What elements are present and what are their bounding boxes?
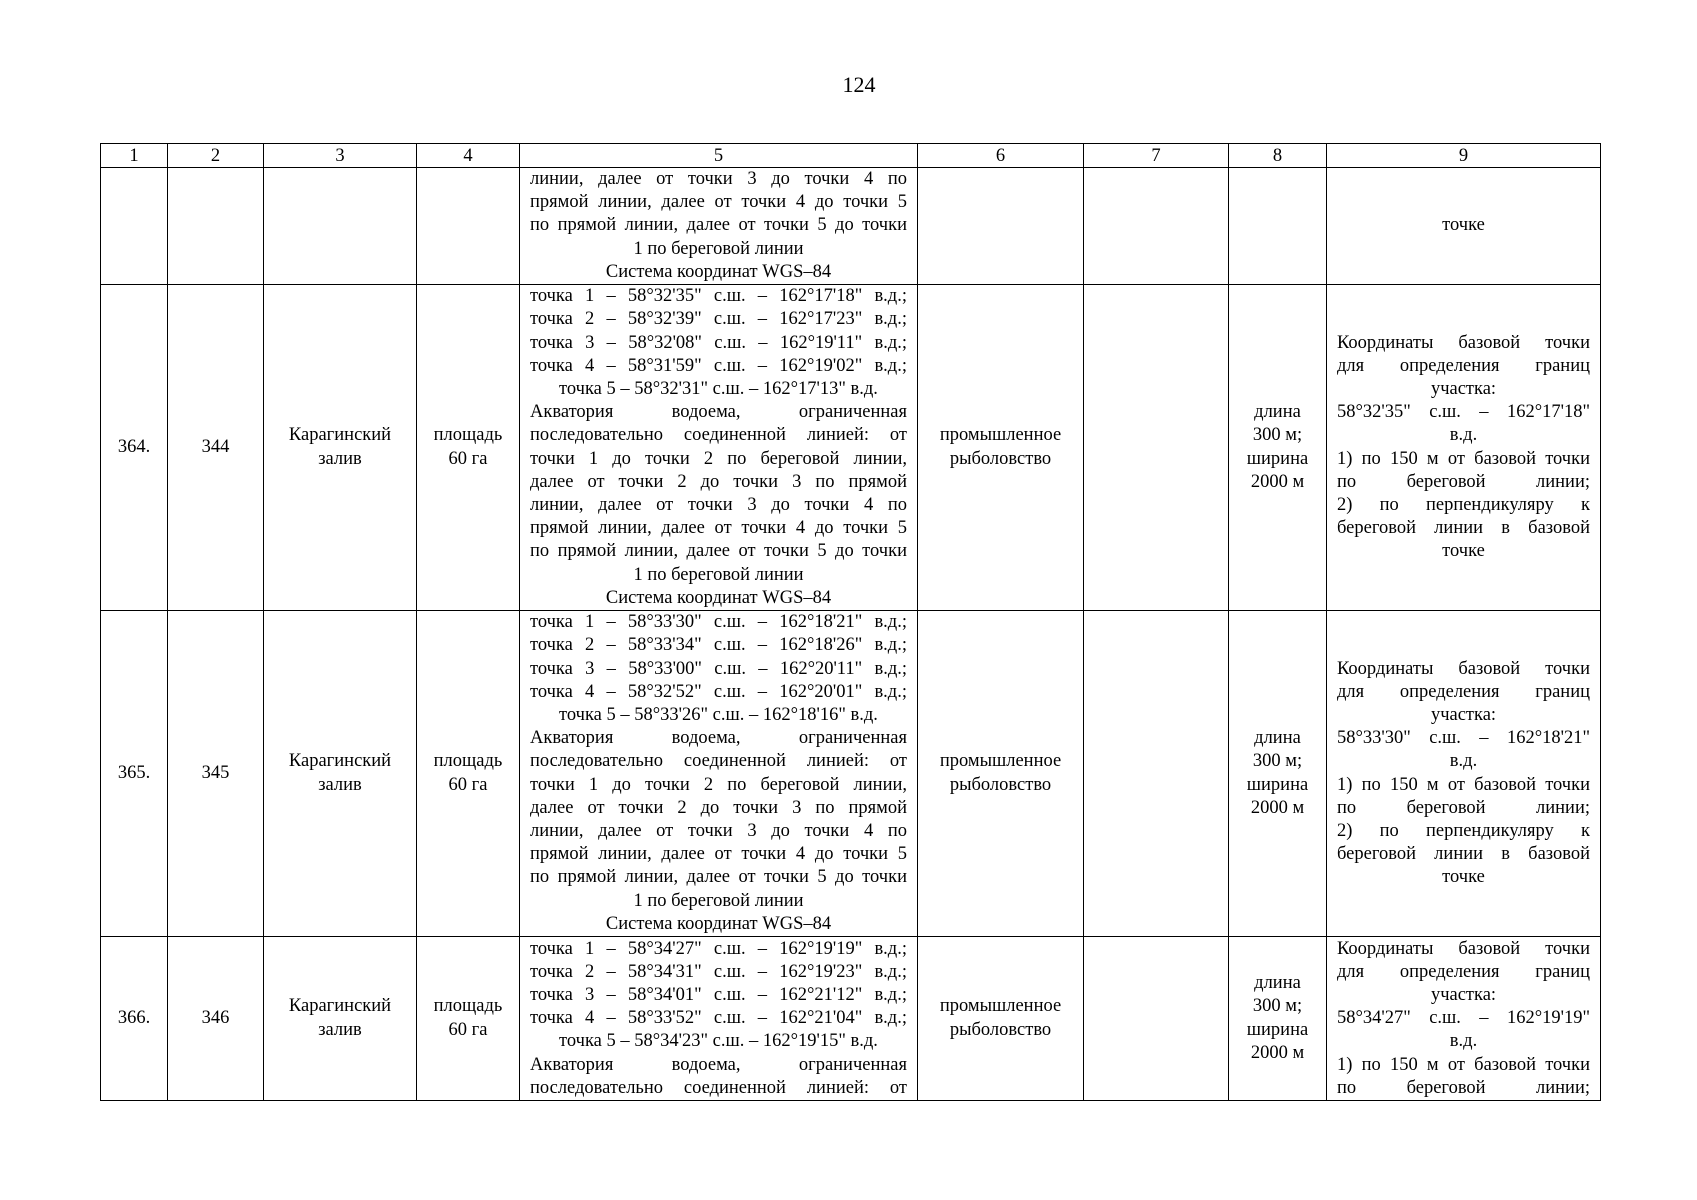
cell-description (520, 937, 918, 1101)
cell-base-point (1327, 285, 1601, 611)
cell-empty (417, 168, 520, 285)
table-row (101, 937, 1601, 1101)
cell-base-point (1327, 168, 1601, 285)
text-line: для определения границ (1337, 961, 1590, 982)
text-line: прямой линии, далее от точки 4 до точки 5 (530, 844, 907, 865)
text-line: береговой линии в базовой (1337, 518, 1590, 539)
cell-empty (1084, 285, 1229, 611)
text-line: точка 5 – 58°33'26" с.ш. – 162°18'16" в.д. (559, 704, 878, 725)
text-line: Акватория водоема, ограниченная (530, 402, 907, 423)
cell-empty (1084, 168, 1229, 285)
cell-area-id: 346 (168, 937, 264, 1101)
text-line: береговой линии в базовой (1337, 844, 1590, 865)
column-header: 6 (918, 144, 1084, 168)
cell-row-number: 366. (101, 937, 168, 1101)
cell-base-point (1327, 937, 1601, 1101)
cell-empty (1084, 937, 1229, 1101)
text-line: точке (1442, 215, 1485, 236)
header-row (101, 144, 1601, 168)
text-line: линии, далее от точки 3 до точки 4 по (530, 820, 907, 841)
text-line: точка 3 – 58°34'01" с.ш. – 162°21'12" в.д.; (530, 984, 907, 1005)
cell-usage: промышленное рыболовство (918, 611, 1084, 937)
text-line: по береговой линии; (1337, 471, 1590, 492)
text-line: участка: (1430, 378, 1497, 399)
cell-description (520, 285, 918, 611)
text-line: точка 3 – 58°32'08" с.ш. – 162°19'11" в.д.; (530, 332, 907, 353)
text-line: Координаты базовой точки (1337, 658, 1590, 679)
cell-empty (264, 168, 417, 285)
column-header: 8 (1229, 144, 1327, 168)
cell-location: Карагинский залив (264, 285, 417, 611)
text-line: 58°34'27" с.ш. – 162°19'19" (1337, 1008, 1590, 1029)
cell-row-number: 364. (101, 285, 168, 611)
table-row (101, 285, 1601, 611)
text-line: Координаты базовой точки (1337, 332, 1590, 353)
text-line: в.д. (1449, 1031, 1478, 1052)
cell-area-id: 345 (168, 611, 264, 937)
cell-size: длина 300 м; ширина 2000 м (1229, 611, 1327, 937)
text-line: для определения границ (1337, 355, 1590, 376)
text-line: Координаты базовой точки (1337, 938, 1590, 959)
column-header: 7 (1084, 144, 1229, 168)
text-line: Система координат WGS–84 (605, 587, 832, 608)
text-line: последовательно соединенной линией: от (530, 751, 907, 772)
text-line: участка: (1430, 984, 1497, 1005)
text-line: последовательно соединенной линией: от (530, 1077, 907, 1098)
text-line: точке (1442, 867, 1485, 888)
table-row (101, 611, 1601, 937)
document-table (100, 143, 1601, 1101)
column-header: 4 (417, 144, 520, 168)
text-line: по прямой линии, далее от точки 5 до точки (530, 867, 907, 888)
cell-empty (1084, 611, 1229, 937)
text-line: линии, далее от точки 3 до точки 4 по (530, 494, 907, 515)
text-line: 1) по 150 м от базовой точки (1337, 774, 1590, 795)
cell-size: длина 300 м; ширина 2000 м (1229, 937, 1327, 1101)
text-line: точки 1 до точки 2 по береговой линии, (530, 448, 907, 469)
text-line: прямой линии, далее от точки 4 до точки 5 (530, 192, 907, 213)
cell-row-number: 365. (101, 611, 168, 937)
text-line: 1) по 150 м от базовой точки (1337, 448, 1590, 469)
text-line: в.д. (1449, 751, 1478, 772)
cell-location: Карагинский залив (264, 937, 417, 1101)
cell-base-point (1327, 611, 1601, 937)
text-line: 2) по перпендикуляру к (1337, 820, 1590, 841)
text-line: Система координат WGS–84 (605, 913, 832, 934)
cell-usage: промышленное рыболовство (918, 937, 1084, 1101)
column-header: 5 (520, 144, 918, 168)
text-line: 2) по перпендикуляру к (1337, 494, 1590, 515)
text-line: точка 2 – 58°32'39" с.ш. – 162°17'23" в.д.; (530, 309, 907, 330)
text-line: далее от точки 2 до точки 3 по прямой (530, 797, 907, 818)
text-line: точка 5 – 58°34'23" с.ш. – 162°19'15" в.д. (559, 1031, 878, 1052)
text-line: точка 4 – 58°33'52" с.ш. – 162°21'04" в.д.; (530, 1008, 907, 1029)
text-line: точка 2 – 58°34'31" с.ш. – 162°19'23" в.д.; (530, 961, 907, 982)
text-line: точка 4 – 58°31'59" с.ш. – 162°19'02" в.д.; (530, 355, 907, 376)
column-header: 1 (101, 144, 168, 168)
cell-empty (1229, 168, 1327, 285)
cell-area: площадь 60 га (417, 285, 520, 611)
cell-empty (101, 168, 168, 285)
cell-empty (168, 168, 264, 285)
cell-area: площадь 60 га (417, 937, 520, 1101)
text-line: 1 по береговой линии (633, 564, 804, 585)
text-line: по прямой линии, далее от точки 5 до точки (530, 541, 907, 562)
text-line: Система координат WGS–84 (605, 261, 832, 282)
text-line: прямой линии, далее от точки 4 до точки 5 (530, 518, 907, 539)
column-header: 2 (168, 144, 264, 168)
table-row-continuation (101, 168, 1601, 285)
cell-size: длина 300 м; ширина 2000 м (1229, 285, 1327, 611)
text-line: 1 по береговой линии (633, 238, 804, 259)
text-line: точки 1 до точки 2 по береговой линии, (530, 774, 907, 795)
text-line: Акватория водоема, ограниченная (530, 1054, 907, 1075)
text-line: для определения границ (1337, 681, 1590, 702)
text-line: точка 2 – 58°33'34" с.ш. – 162°18'26" в.д.; (530, 635, 907, 656)
page-number: 124 (842, 72, 876, 97)
text-line: последовательно соединенной линией: от (530, 425, 907, 446)
text-line: точка 1 – 58°32'35" с.ш. – 162°17'18" в.д.; (530, 286, 907, 307)
text-line: по береговой линии; (1337, 797, 1590, 818)
text-line: точка 5 – 58°32'31" с.ш. – 162°17'13" в.д. (559, 378, 878, 399)
cell-area: площадь 60 га (417, 611, 520, 937)
text-line: Акватория водоема, ограниченная (530, 728, 907, 749)
text-line: 1 по береговой линии (633, 890, 804, 911)
text-line: далее от точки 2 до точки 3 по прямой (530, 471, 907, 492)
text-line: в.д. (1449, 425, 1478, 446)
text-line: точка 3 – 58°33'00" с.ш. – 162°20'11" в.д.; (530, 658, 907, 679)
text-line: участка: (1430, 704, 1497, 725)
cell-usage: промышленное рыболовство (918, 285, 1084, 611)
cell-description (520, 611, 918, 937)
text-line: точка 4 – 58°32'52" с.ш. – 162°20'01" в.д.; (530, 681, 907, 702)
text-line: точка 1 – 58°33'30" с.ш. – 162°18'21" в.д.; (530, 612, 907, 633)
cell-description (520, 168, 918, 285)
text-line: 58°32'35" с.ш. – 162°17'18" (1337, 402, 1590, 423)
text-line: 1) по 150 м от базовой точки (1337, 1054, 1590, 1075)
column-header: 9 (1327, 144, 1601, 168)
text-line: точка 1 – 58°34'27" с.ш. – 162°19'19" в.д.; (530, 938, 907, 959)
text-line: линии, далее от точки 3 до точки 4 по (530, 169, 907, 189)
column-header: 3 (264, 144, 417, 168)
text-line: по береговой линии; (1337, 1077, 1590, 1098)
text-line: 58°33'30" с.ш. – 162°18'21" (1337, 728, 1590, 749)
text-line: точке (1442, 541, 1485, 562)
cell-empty (918, 168, 1084, 285)
cell-area-id: 344 (168, 285, 264, 611)
text-line: по прямой линии, далее от точки 5 до точки (530, 215, 907, 236)
cell-location: Карагинский залив (264, 611, 417, 937)
